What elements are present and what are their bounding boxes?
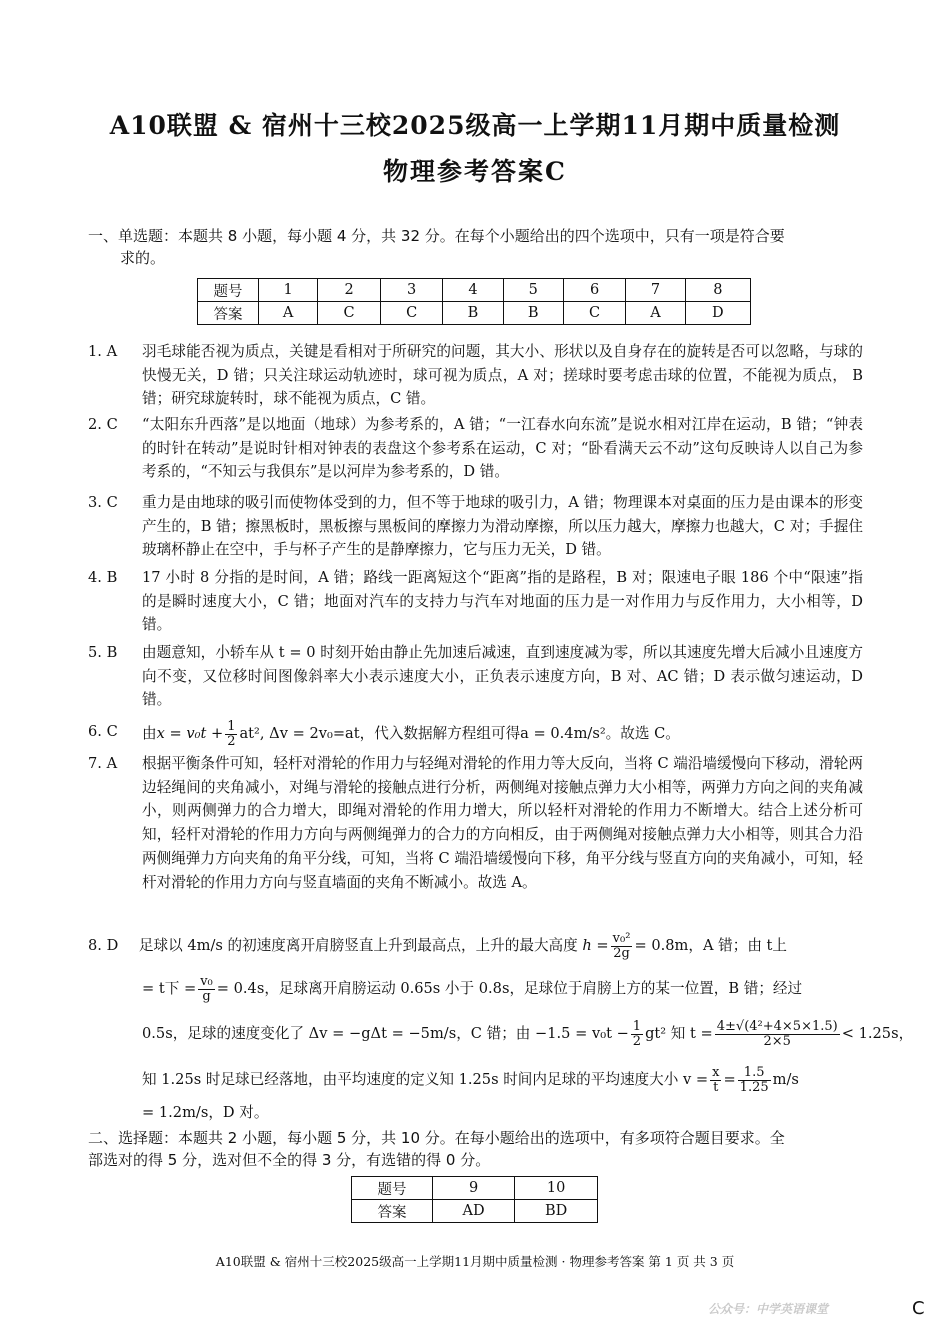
answer-item-8-line-4 [142, 1066, 917, 1094]
numerator: 4±√(4²+4×5×1.5) [716, 1019, 838, 1034]
denominator: 2 [632, 1033, 642, 1049]
document-subtitle: 物理参考答案C [383, 157, 567, 186]
table-row [352, 1177, 598, 1200]
fraction [631, 1020, 643, 1048]
section-1-heading [88, 225, 863, 269]
item-number: 2. C [88, 416, 118, 433]
table-cell: 2 [318, 279, 381, 302]
answer-item-8-line-2 [142, 975, 917, 1003]
text-span: = 1.2m/s，D 对。 [142, 1104, 269, 1121]
table-cell: B [503, 302, 563, 325]
table-header-cell: 题号 [352, 1177, 433, 1200]
table-header-cell: 答案 [352, 1200, 433, 1223]
corner-letter: C [912, 1298, 925, 1319]
table-cell: C [563, 302, 626, 325]
table-cell: D [685, 302, 750, 325]
item-explanation: 根据平衡条件可知，轻杆对滑轮的作用力与轻绳对滑轮的作用力等大反向，当将 C 端沿墙缓慢向下移动，滑轮两边轻绳间的夹角减小，对绳与滑轮的接触点进行分析，两侧绳对接触点弹力大小相等，两弹力方向之间的夹角减小，则两侧弹力的合力增大，即绳对滑轮的作用力增大，所以轻杆对滑轮的作用力不断增大。结合上述分析可知，轻杆对滑轮的作用力方向与两侧绳弹力的合力的方向相反，由于两侧绳对接触点弹力大小相等，则其合力沿两侧绳弹力方向夹角的角平分线，可知，当将 C 端沿墙缓慢向下移，角平分线与竖直方向的夹角减小，可知，轻杆对滑轮的作用力方向与竖直墙面的夹角不断减小。故选 A。 [142, 755, 863, 891]
item-number: 7. A [88, 755, 118, 772]
item-number: 1. A [88, 343, 118, 360]
table-cell: 8 [685, 279, 750, 302]
text-span: = [723, 1071, 736, 1089]
formula: h = [582, 937, 609, 955]
answer-item-8-line-1 [88, 932, 863, 960]
item-explanation [142, 720, 863, 748]
denominator: g [202, 988, 211, 1004]
answer-item-3 [88, 491, 863, 562]
text-span: = 0.8m，A 错；由 t上 [634, 937, 788, 955]
answer-item-1 [88, 340, 863, 411]
text-span: 0.5s，足球的速度变化了 Δv = −gΔt = −5m/s，C 错；由 −1.5 = v₀t − [142, 1025, 629, 1043]
item-explanation: 羽毛球能否视为质点，关键是看相对于所研究的问题，其大小、形状以及自身存在的旋转是否可以忽略，与球的快慢无关，D 错；只关注球运动轨迹时，球可视为质点，A 对；搓球时要考虑击球的位置，不能视为质点， B 错；研究球旋转时，球不能视为质点，C 错。 [142, 343, 863, 408]
item-explanation: 重力是由地球的吸引而使物体受到的力，但不等于地球的吸引力，A 错；物理课本对桌面的压力是由课本的形变产生的，B 错；擦黑板时，黑板擦与黑板间的摩擦力为滑动摩擦，所以压力越大，摩擦力也越大，C 对；手握住玻璃杯静止在空中，手与杯子产生的是静摩擦力，它与压力无关，D 错。 [142, 494, 863, 559]
table-cell: 5 [503, 279, 563, 302]
denominator: 1.25 [739, 1079, 769, 1095]
fraction [738, 1066, 771, 1094]
numerator: 1 [227, 719, 236, 734]
fraction [710, 1066, 721, 1094]
section-2-line-2: 部选对的得 5 分，选对但不全的得 3 分，有选错的得 0 分。 [88, 1151, 491, 1169]
text-span: = 0.4s，足球离开肩膀运动 0.65s 小于 0.8s，足球位于肩膀上方的某一位置，B 错；经过 [216, 980, 803, 998]
table-row [352, 1200, 598, 1223]
table-cell: 6 [563, 279, 626, 302]
document-title: A10联盟 & 宿州十三校2025级高一上学期11月期中质量检测 [109, 111, 841, 140]
fraction [225, 720, 237, 748]
answer-item-5 [88, 641, 863, 712]
table-row [198, 302, 751, 325]
text-span: at², Δv = 2v₀=at，代入数据解方程组可得 [239, 725, 521, 743]
table-cell: 9 [433, 1177, 515, 1200]
fraction [715, 1020, 840, 1048]
text-span: a = 0.4m/s²。故选 C。 [520, 725, 680, 743]
table-cell: 10 [515, 1177, 598, 1200]
formula: x = v₀t + [156, 725, 224, 743]
table-header-cell: 题号 [198, 279, 259, 302]
item-explanation: “太阳东升西落”是以地面（地球）为参考系的，A 错；“一江春水向东流”是说水相对江岸在运动，B 错；“钟表的时针在转动”是说时针相对钟表的表盘这个参考系在运动，C 对；“卧看满天云不动”这句反映诗人以自己为参考系的，“不知云与我俱东”是以河岸为参考系的，D 错。 [142, 416, 863, 481]
table-cell: B [443, 302, 503, 325]
item-number: 8. D [88, 937, 119, 955]
denominator: 2×5 [763, 1033, 791, 1049]
table-row [198, 279, 751, 302]
answer-item-8-line-3 [142, 1020, 917, 1048]
table-cell: 4 [443, 279, 503, 302]
fraction [198, 975, 215, 1003]
answer-item-6 [88, 720, 863, 748]
table-cell: AD [433, 1200, 515, 1223]
denominator: t [713, 1079, 719, 1095]
numerator: 1 [632, 1019, 642, 1034]
section-2-line-1: 二、选择题：本题共 2 小题，每小题 5 分，共 10 分。在每小题给出的选项中，有多项符合题目要求。全 [88, 1129, 785, 1147]
numerator: v₀² [612, 931, 631, 946]
section-1-line-1: 一、单选题：本题共 8 小题，每小题 4 分，共 32 分。在每个小题给出的四个选项中，只有一项是符合要 [88, 227, 785, 245]
answer-table-1 [197, 278, 751, 325]
page-footer: A10联盟 & 宿州十三校2025级高一上学期11月期中质量检测 · 物理参考答案 第 1 页 共 3 页 [215, 1254, 735, 1269]
item-number: 5. B [88, 644, 118, 661]
text-span: 由 [142, 725, 157, 743]
table-cell: A [259, 302, 318, 325]
table-cell: BD [515, 1200, 598, 1223]
table-cell: 1 [259, 279, 318, 302]
numerator: 1.5 [738, 1066, 771, 1081]
text-span: 知 1.25s 时足球已经落地，由平均速度的定义知 1.25s 时间内足球的平均速度大小 v = [142, 1071, 709, 1089]
watermark: 公众号：中学英语课堂 [708, 1302, 829, 1316]
answer-item-8-line-5 [142, 1101, 917, 1122]
item-number: 6. C [88, 723, 118, 740]
table-cell: 7 [626, 279, 685, 302]
text-span: = t下 = [142, 980, 197, 998]
section-1-line-2: 求的。 [120, 249, 166, 267]
answer-item-4 [88, 566, 863, 637]
answer-item-7 [88, 752, 863, 894]
text-span: m/s [772, 1071, 799, 1089]
text-span: gt² 知 t = [645, 1025, 713, 1043]
table-cell: C [318, 302, 381, 325]
item-explanation: 17 小时 8 分指的是时间，A 错；路线一距离短这个“距离”指的是路程，B 对；限速电子眼 186 个中“限速”指的是瞬时速度大小，C 错；地面对汽车的支持力与汽车对地面的压力是一对作用力与反作用力，大小相等，D 错。 [142, 569, 863, 634]
answer-table-2 [351, 1176, 598, 1223]
section-2-heading [88, 1127, 863, 1171]
denominator: 2g [613, 945, 630, 961]
table-cell: 3 [380, 279, 443, 302]
answer-item-2 [88, 413, 863, 484]
table-header-cell: 答案 [198, 302, 259, 325]
denominator: 2 [227, 733, 236, 749]
text-span: < 1.25s， [841, 1025, 914, 1043]
item-number: 3. C [88, 494, 118, 511]
table-cell: C [380, 302, 443, 325]
item-explanation: 由题意知，小轿车从 t = 0 时刻开始由静止先加速后减速，直到速度减为零，所以其速度先增大后减小且速度方向不变，又位移时间图像斜率大小表示速度大小，正负表示速度方向，B 对、AC 错；D 表示做匀速运动，D 错。 [142, 644, 863, 709]
numerator: x [712, 1065, 720, 1080]
text-span: 足球以 4m/s 的初速度离开肩膀竖直上升到最高点，上升的最大高度 [138, 937, 578, 955]
fraction [611, 932, 633, 960]
numerator: v₀ [200, 974, 213, 989]
item-number: 4. B [88, 569, 118, 586]
table-cell: A [626, 302, 685, 325]
